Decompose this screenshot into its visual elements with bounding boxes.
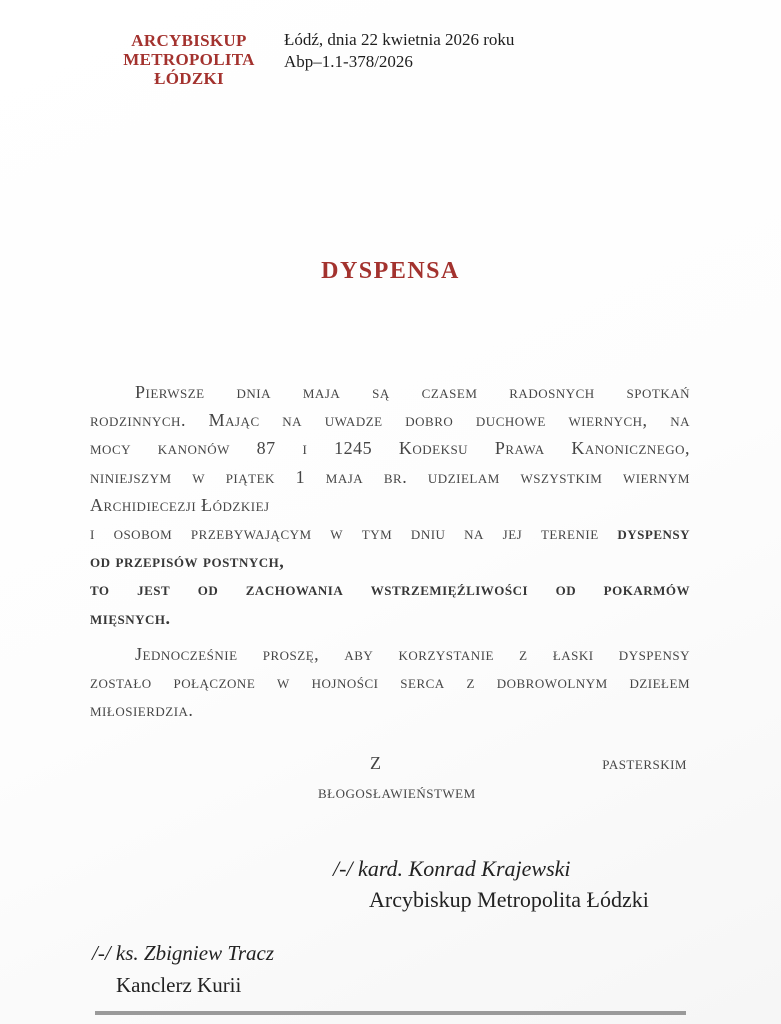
body-line: niniejszym w piątek 1 maja br. udzielam wszystkim wiernym	[90, 466, 690, 487]
closing-word2: pasterskim	[602, 753, 687, 773]
body-line: mocy kanonów 87 i 1245 Kodeksu Prawa Kanonicznego,	[90, 438, 690, 459]
body-line: mięsnych.	[90, 607, 171, 628]
closing-line1	[370, 753, 687, 774]
body-line: miłosierdzia.	[90, 700, 194, 721]
body-line-mixed	[90, 519, 690, 547]
body-line: od przepisów postnych,	[90, 551, 285, 572]
closing-word1: Z	[370, 753, 382, 773]
body-text	[90, 378, 690, 724]
chancellor-title: Kanclerz Kurii	[116, 973, 242, 997]
archbishop-signature: /-/ kard. Konrad Krajewski	[333, 856, 571, 881]
reference-number: Abp–1.1-378/2026	[284, 52, 413, 71]
body-line: Jednocześnie proszę, aby korzystanie z łaski dyspensy	[135, 643, 690, 664]
document-title: DYSPENSA	[321, 258, 460, 284]
body-line: rodzinnych. Mając na uwadze dobro duchowe wiernych, na	[90, 410, 690, 431]
place-date: Łódź, dnia 22 kwietnia 2026 roku	[284, 30, 515, 49]
letterhead-line2: METROPOLITA ŁÓDZKI	[123, 50, 255, 88]
letterhead	[94, 31, 284, 88]
body-line-normal-part: i osobom przebywającym w tym dniu na jej terenie	[90, 523, 618, 544]
body-line: Pierwsze dnia maja są czasem radosnych spotkań	[135, 382, 690, 402]
footer-rule	[95, 1011, 686, 1015]
dateline	[284, 29, 514, 73]
body-line: zostało połączone w hojności serca z dobrowolnym dziełem	[90, 672, 690, 693]
body-line: Archidiecezji Łódzkiej	[90, 494, 270, 515]
chancellor-signature: /-/ ks. Zbigniew Tracz	[92, 941, 275, 965]
body-line-bold-part: dyspensy	[617, 523, 690, 544]
closing-line2: błogosławieństwem	[318, 782, 476, 802]
archbishop-title: Arcybiskup Metropolita Łódzki	[369, 887, 649, 912]
letterhead-line1: ARCYBISKUP	[131, 31, 247, 50]
body-line: to jest od zachowania wstrzemięźliwości od pokarmów	[90, 579, 690, 600]
